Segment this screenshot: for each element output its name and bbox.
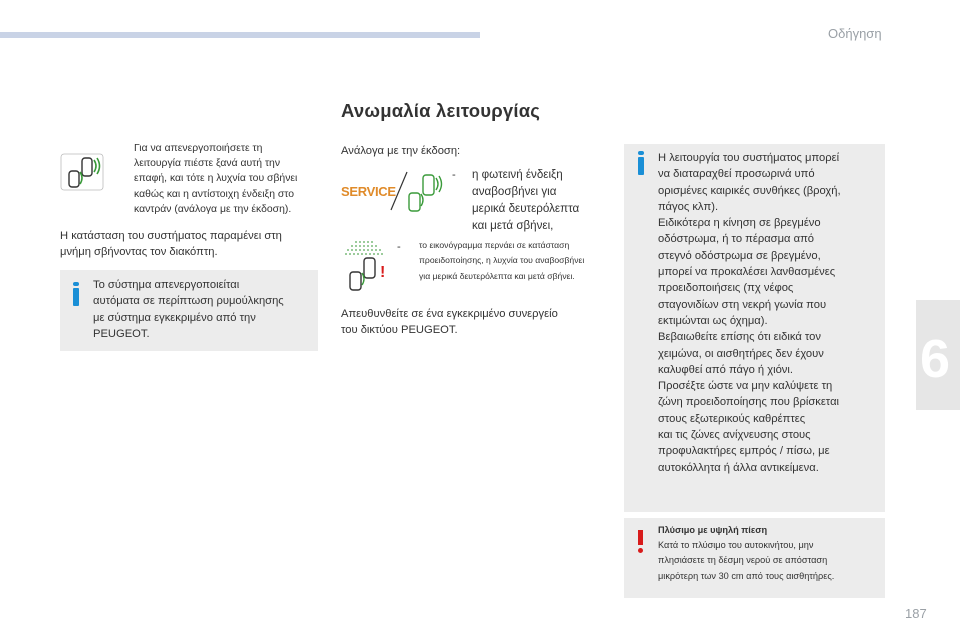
text-line: για μερικά δευτερόλεπτα και μετά σβήνει. <box>419 270 575 281</box>
text-line: στεγνό οδόστρωμα σε βρεγμένο, <box>658 249 821 262</box>
text-line: καλυφθεί από πάγο ή χιόνι. <box>658 363 793 376</box>
text-line: επαφή, και τότε η λυχνία του σβήνει <box>134 173 298 185</box>
memory-note <box>60 228 320 261</box>
warning-icon-dot <box>638 548 643 553</box>
text-line: προειδοποιήσεις (πχ νέφος <box>658 282 794 295</box>
text-line: στους εξωτερικούς καθρέπτες <box>658 412 806 425</box>
text-line: Προσέξτε ώστε να μην καλύψετε τη <box>658 380 833 393</box>
blind-spot-alert-icon <box>341 240 389 297</box>
text-line: Ειδικότερα η κίνηση σε βρεγμένο <box>658 217 821 230</box>
text-line: χειμώνα, οι αισθητήρες δεν έχουν <box>658 347 824 360</box>
text-line: μνήμη σβήνοντας τον διακόπτη. <box>60 246 218 259</box>
warning-text <box>658 523 882 584</box>
text-line: εκτιμώνται ως όχημα). <box>658 314 768 327</box>
text-line: καντράν (ανάλογα με την έκδοση). <box>134 203 292 215</box>
item-icon-warning <box>419 238 609 284</box>
text-line: και μετά σβήνει, <box>472 219 554 232</box>
text-line: αυτοκόλλητα ή άλλα αντικείμενα. <box>658 461 819 474</box>
warning-icon <box>638 530 643 545</box>
chapter-number: 6 <box>919 329 950 389</box>
svg-text:!: ! <box>380 264 386 281</box>
text-line: Κατά το πλύσιμο του αυτοκινήτου, μην <box>658 540 814 551</box>
version-intro: Ανάλογα με την έκδοση: <box>341 145 461 157</box>
item-led-flash <box>472 166 612 234</box>
text-line: αυτόματα σε περίπτωση ρυμούλκησης <box>93 295 284 308</box>
text-line: λειτουργία πιέστε ξανά αυτή την <box>134 158 281 170</box>
blind-spot-indicator-icon <box>402 172 444 221</box>
text-line: μερικά δευτερόλεπτα <box>472 202 580 215</box>
dash: - <box>452 169 456 181</box>
text-line: Το σύστημα απενεργοποιείται <box>93 279 240 291</box>
text-line: προφυλακτήρες εμπρός / πίσω, με <box>658 445 830 458</box>
deactivate-instruction <box>134 141 324 217</box>
chapter-title: Οδήγηση <box>828 26 882 41</box>
info-icon <box>73 288 79 306</box>
text-line: με σύστημα εγκεκριμένο από την <box>93 311 256 324</box>
info-text <box>658 150 882 476</box>
text-line: του δικτύου PEUGEOT. <box>341 324 458 337</box>
warning-box-washing <box>624 518 885 598</box>
info-box-towing <box>60 270 318 351</box>
text-line: Απευθυνθείτε σε ένα εγκεκριμένο συνεργείο <box>341 308 558 320</box>
text-line: το εικονόγραμμα περνάει σε κατάσταση <box>419 240 570 250</box>
warning-title: Πλύσιμο με υψηλή πίεση <box>658 525 768 535</box>
contact-dealer <box>341 306 601 339</box>
text-line: να διαταραχθεί προσωρινά υπό <box>658 168 815 181</box>
info-text <box>93 277 313 342</box>
text-line: μικρότερη των 30 cm από τους αισθητήρες. <box>658 570 835 581</box>
text-line: ορισμένες καιρικές συνθήκες (βροχή, <box>658 184 841 197</box>
text-line: πάγος κλπ). <box>658 200 719 213</box>
blind-spot-switch-icon <box>60 152 104 197</box>
text-line: πλησιάσετε τη δέσμη νερού σε απόσταση <box>658 555 828 566</box>
text-line: και τις ζώνες ανίχνευσης στους <box>658 429 811 442</box>
info-box-weather <box>624 144 885 512</box>
header-bar <box>0 32 480 38</box>
service-warning-label: SERVICE <box>341 184 396 199</box>
text-line: καθώς και η αντίστοιχη ένδειξη στο <box>134 188 295 200</box>
text-line: προειδοποίησης, η λυχνία του αναβοσβήνει <box>419 255 585 266</box>
text-line: οδόστρωμα, ή το πέρασμα από <box>658 233 815 246</box>
section-title: Ανωμαλία λειτουργίας <box>341 100 541 121</box>
text-line: αναβοσβήνει για <box>472 185 557 198</box>
text-line: Η κατάσταση του συστήματος παραμένει στη <box>60 230 282 242</box>
text-line: ζώνη προειδοποίησης που βρίσκεται <box>658 396 840 409</box>
text-line: Η λειτουργία του συστήματος μπορεί <box>658 152 840 164</box>
dash: - <box>397 241 401 253</box>
text-line: Για να απενεργοποιήσετε τη <box>134 143 263 154</box>
text-line: PEUGEOT. <box>93 327 150 340</box>
text-line: η φωτεινή ένδειξη <box>472 168 563 181</box>
info-icon <box>638 157 644 175</box>
text-line: μπορεί να προκαλέσει λανθασμένες <box>658 266 836 279</box>
page-number: 187 <box>905 606 927 621</box>
text-line: Βεβαιωθείτε επίσης ότι ειδικά τον <box>658 331 821 344</box>
text-line: σταγονιδίων στη νεκρή γωνία που <box>658 298 827 311</box>
